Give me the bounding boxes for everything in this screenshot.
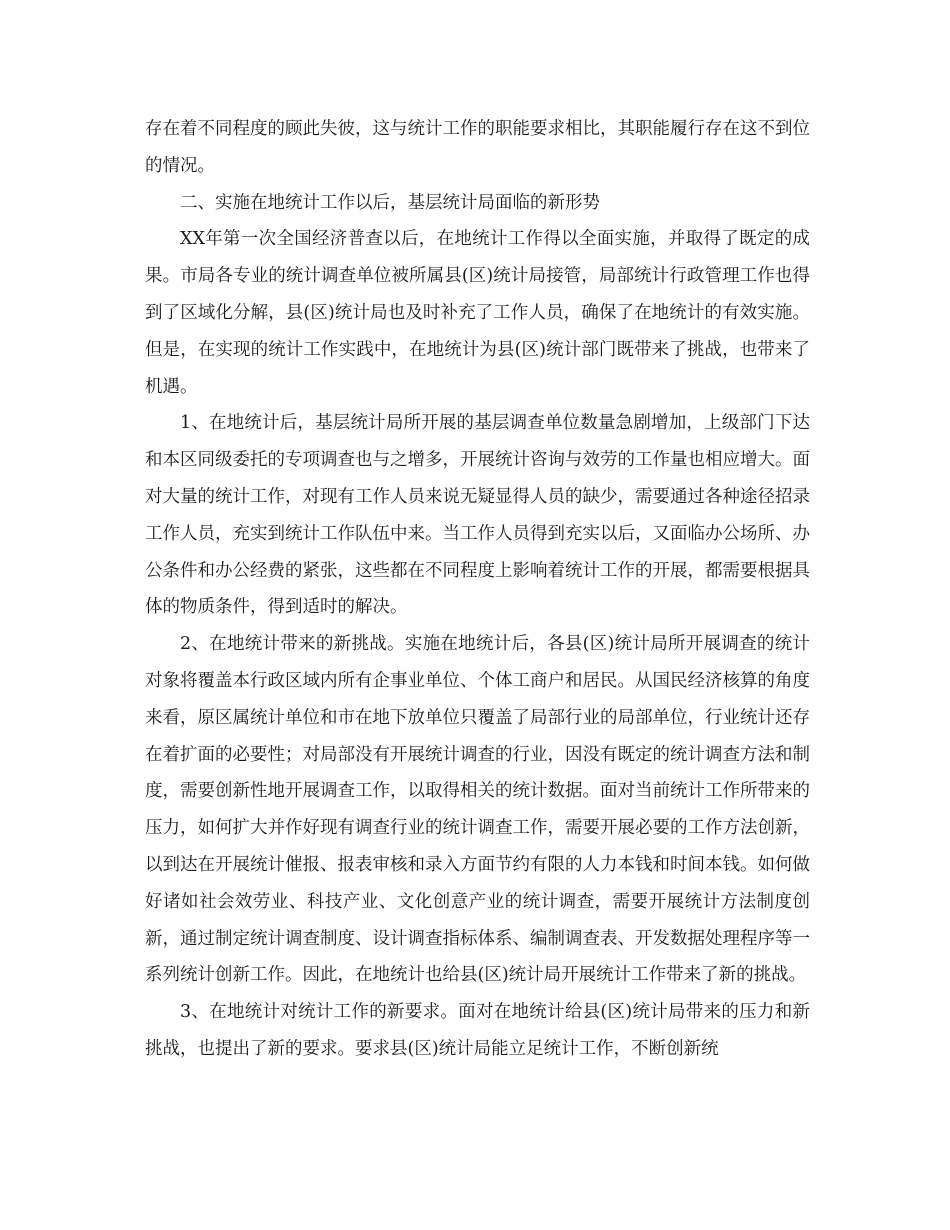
paragraph: XX年第一次全国经济普查以后，在地统计工作得以全面实施，并取得了既定的成果。市局各专业的统计调查单位被所属县(区)统计局接管，局部统计行政管理工作也得到了区域化分解，县(区)统计局也及时补充了工作人员，确保了在地统计的有效实施。但是，在实现的统计工作实践中，在地统计为县(区)统计部门既带来了挑战，也带来了机遇。: [145, 229, 810, 397]
paragraph-point-1: 1、在地统计后，基层统计局所开展的基层调查单位数量急剧增加，上级部门下达和本区同级委托的专项调查也与之增多，开展统计咨询与效劳的工作量也相应增大。面对大量的统计工作，对现有工作人员来说无疑显得人员的缺少，需要通过各种途径招录工作人员，充实到统计工作队伍中来。当工作人员得到充实以后，又面临办公场所、办公条件和办公经费的紧张，这些都在不同程度上影响着统计工作的开展，都需要根据具体的物质条件，得到适时的解决。: [145, 413, 810, 618]
section-heading: 二、实施在地统计工作以后，基层统计局面临的新形势: [180, 192, 600, 213]
paragraph-point-2: 2、在地统计带来的新挑战。实施在地统计后，各县(区)统计局所开展调查的统计对象将覆盖本行政区域内所有企事业单位、个体工商户和居民。从国民经济核算的角度来看，原区属统计单位和市在地下放单位只覆盖了局部行业的局部单位，行业统计还存在着扩面的必要性；对局部没有开展统计调查的行业，因没有既定的统计调查方法和制度，需要创新性地开展调查工作，以取得相关的统计数据。面对当前统计工作所带来的压力，如何扩大并作好现有调查行业的统计调查工作，需要开展必要的工作方法创新，以到达在开展统计催报、报表审核和录入方面节约有限的人力本钱和时间本钱。如何做好诸如社会效劳业、科技产业、文化创意产业的统计调查，需要开展统计方法制度创新，通过制定统计调查制度、设计调查指标体系、编制调查表、开发数据处理程序等一系列统计创新工作。因此，在地统计也给县(区)统计局开展统计工作带来了新的挑战。: [145, 634, 810, 986]
document-body: [145, 111, 810, 1068]
paragraph-continuation: 存在着不同程度的顾此失彼，这与统计工作的职能要求相比，其职能履行存在这不到位的情况。: [145, 119, 810, 176]
paragraph-point-3: 3、在地统计对统计工作的新要求。面对在地统计给县(区)统计局带来的压力和新挑战，也提出了新的要求。要求县(区)统计局能立足统计工作，不断创新统: [145, 1002, 810, 1059]
